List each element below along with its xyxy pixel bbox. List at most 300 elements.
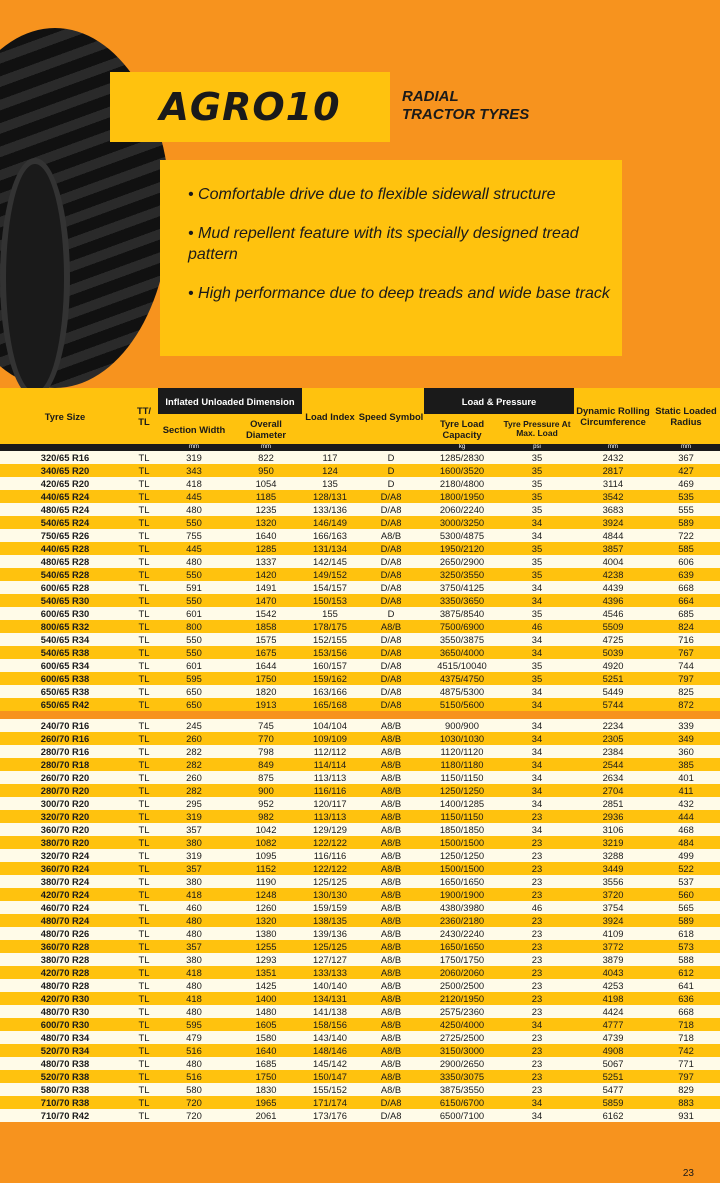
table-row bbox=[0, 901, 720, 914]
cell-overall-diameter: 1965 bbox=[230, 1096, 302, 1109]
cell-speed-symbol: A8/B bbox=[358, 979, 424, 992]
cell-section-width: 480 bbox=[158, 1005, 230, 1018]
cell-load-capacity: 1600/3520 bbox=[424, 464, 500, 477]
cell-tt-tl: TL bbox=[130, 646, 158, 659]
cell-rolling-circumference: 5251 bbox=[574, 1070, 652, 1083]
cell-tyre-pressure: 34 bbox=[500, 594, 574, 607]
cell-load-index: 159/159 bbox=[302, 901, 358, 914]
table-row bbox=[0, 992, 720, 1005]
table-row bbox=[0, 1044, 720, 1057]
cell-tyre-size: 600/65 R34 bbox=[0, 659, 130, 672]
cell-static-radius: 668 bbox=[652, 1005, 720, 1018]
cell-section-width: 282 bbox=[158, 758, 230, 771]
cell-overall-diameter: 1190 bbox=[230, 875, 302, 888]
cell-static-radius: 716 bbox=[652, 633, 720, 646]
cell-static-radius: 468 bbox=[652, 823, 720, 836]
cell-tt-tl: TL bbox=[130, 901, 158, 914]
cell-load-index: 160/157 bbox=[302, 659, 358, 672]
cell-static-radius: 612 bbox=[652, 966, 720, 979]
cell-section-width: 245 bbox=[158, 719, 230, 732]
table-row bbox=[0, 685, 720, 698]
cell-rolling-circumference: 2817 bbox=[574, 464, 652, 477]
cell-tyre-size: 300/70 R20 bbox=[0, 797, 130, 810]
cell-static-radius: 499 bbox=[652, 849, 720, 862]
cell-static-radius: 444 bbox=[652, 810, 720, 823]
cell-overall-diameter: 1054 bbox=[230, 477, 302, 490]
cell-rolling-circumference: 5859 bbox=[574, 1096, 652, 1109]
cell-speed-symbol: A8/B bbox=[358, 888, 424, 901]
cell-static-radius: 573 bbox=[652, 940, 720, 953]
cell-tyre-pressure: 35 bbox=[500, 490, 574, 503]
header-static-radius: Static Loaded Radius bbox=[652, 388, 720, 444]
cell-tyre-pressure: 23 bbox=[500, 914, 574, 927]
table-row bbox=[0, 529, 720, 542]
cell-load-index: 120/117 bbox=[302, 797, 358, 810]
cell-tyre-size: 260/70 R20 bbox=[0, 771, 130, 784]
cell-tyre-pressure: 34 bbox=[500, 771, 574, 784]
cell-overall-diameter: 1320 bbox=[230, 516, 302, 529]
cell-static-radius: 641 bbox=[652, 979, 720, 992]
cell-speed-symbol: A8/B bbox=[358, 927, 424, 940]
cell-rolling-circumference: 3449 bbox=[574, 862, 652, 875]
cell-speed-symbol: A8/B bbox=[358, 823, 424, 836]
table-row bbox=[0, 940, 720, 953]
cell-load-capacity: 3875/3550 bbox=[424, 1083, 500, 1096]
cell-load-capacity: 1650/1650 bbox=[424, 875, 500, 888]
cell-load-index: 163/166 bbox=[302, 685, 358, 698]
cell-overall-diameter: 1750 bbox=[230, 672, 302, 685]
subtitle-line-2: TRACTOR TYRES bbox=[402, 106, 530, 123]
cell-overall-diameter: 1351 bbox=[230, 966, 302, 979]
cell-rolling-circumference: 5744 bbox=[574, 698, 652, 711]
cell-speed-symbol: A8/B bbox=[358, 849, 424, 862]
subtitle-line-1: RADIAL bbox=[402, 88, 459, 105]
cell-speed-symbol: A8/B bbox=[358, 1005, 424, 1018]
cell-tt-tl: TL bbox=[130, 810, 158, 823]
cell-load-index: 165/168 bbox=[302, 698, 358, 711]
cell-load-capacity: 4250/4000 bbox=[424, 1018, 500, 1031]
cell-rolling-circumference: 3924 bbox=[574, 914, 652, 927]
cell-tyre-size: 600/65 R30 bbox=[0, 607, 130, 620]
cell-overall-diameter: 1580 bbox=[230, 1031, 302, 1044]
feature-item: • Comfortable drive due to flexible sidewall structure bbox=[188, 186, 556, 203]
cell-section-width: 480 bbox=[158, 555, 230, 568]
cell-tyre-size: 480/70 R26 bbox=[0, 927, 130, 940]
cell-load-index: 122/122 bbox=[302, 836, 358, 849]
tyre-rim bbox=[0, 158, 70, 398]
cell-overall-diameter: 1042 bbox=[230, 823, 302, 836]
cell-section-width: 480 bbox=[158, 503, 230, 516]
cell-tt-tl: TL bbox=[130, 568, 158, 581]
cell-rolling-circumference: 4777 bbox=[574, 1018, 652, 1031]
cell-tt-tl: TL bbox=[130, 1031, 158, 1044]
cell-speed-symbol: A8/B bbox=[358, 901, 424, 914]
cell-static-radius: 385 bbox=[652, 758, 720, 771]
table-row bbox=[0, 659, 720, 672]
cell-tt-tl: TL bbox=[130, 719, 158, 732]
cell-tyre-pressure: 35 bbox=[500, 607, 574, 620]
cell-rolling-circumference: 3556 bbox=[574, 875, 652, 888]
cell-speed-symbol: A8/B bbox=[358, 797, 424, 810]
cell-overall-diameter: 1082 bbox=[230, 836, 302, 849]
cell-speed-symbol: D/A8 bbox=[358, 542, 424, 555]
cell-static-radius: 484 bbox=[652, 836, 720, 849]
cell-static-radius: 560 bbox=[652, 888, 720, 901]
cell-load-index: 113/113 bbox=[302, 810, 358, 823]
cell-static-radius: 639 bbox=[652, 568, 720, 581]
cell-tyre-size: 240/70 R16 bbox=[0, 719, 130, 732]
cell-tyre-pressure: 23 bbox=[500, 888, 574, 901]
cell-tyre-pressure: 34 bbox=[500, 698, 574, 711]
cell-tt-tl: TL bbox=[130, 823, 158, 836]
cell-tt-tl: TL bbox=[130, 490, 158, 503]
cell-tt-tl: TL bbox=[130, 477, 158, 490]
cell-speed-symbol: D/A8 bbox=[358, 659, 424, 672]
cell-static-radius: 537 bbox=[652, 875, 720, 888]
cell-tt-tl: TL bbox=[130, 888, 158, 901]
cell-load-capacity: 1500/1500 bbox=[424, 836, 500, 849]
cell-load-index: 116/116 bbox=[302, 784, 358, 797]
cell-section-width: 319 bbox=[158, 810, 230, 823]
cell-tyre-pressure: 35 bbox=[500, 659, 574, 672]
cell-tyre-size: 800/65 R32 bbox=[0, 620, 130, 633]
cell-load-capacity: 1800/1950 bbox=[424, 490, 500, 503]
cell-rolling-circumference: 2544 bbox=[574, 758, 652, 771]
cell-load-capacity: 2060/2240 bbox=[424, 503, 500, 516]
cell-tyre-pressure: 23 bbox=[500, 875, 574, 888]
cell-section-width: 343 bbox=[158, 464, 230, 477]
table-row bbox=[0, 1083, 720, 1096]
cell-overall-diameter: 1185 bbox=[230, 490, 302, 503]
cell-load-capacity: 2650/2900 bbox=[424, 555, 500, 568]
table-row bbox=[0, 477, 720, 490]
cell-tyre-pressure: 35 bbox=[500, 568, 574, 581]
cell-load-capacity: 5300/4875 bbox=[424, 529, 500, 542]
cell-tyre-pressure: 23 bbox=[500, 849, 574, 862]
cell-load-index: 173/176 bbox=[302, 1109, 358, 1122]
table-row bbox=[0, 758, 720, 771]
cell-speed-symbol: D/A8 bbox=[358, 685, 424, 698]
cell-static-radius: 744 bbox=[652, 659, 720, 672]
cell-speed-symbol: A8/B bbox=[358, 620, 424, 633]
table-row bbox=[0, 464, 720, 477]
cell-tyre-size: 480/70 R30 bbox=[0, 1005, 130, 1018]
cell-rolling-circumference: 5067 bbox=[574, 1057, 652, 1070]
cell-section-width: 591 bbox=[158, 581, 230, 594]
cell-tyre-size: 520/70 R34 bbox=[0, 1044, 130, 1057]
cell-static-radius: 589 bbox=[652, 914, 720, 927]
cell-overall-diameter: 1400 bbox=[230, 992, 302, 1005]
cell-tt-tl: TL bbox=[130, 979, 158, 992]
cell-tyre-size: 600/65 R28 bbox=[0, 581, 130, 594]
cell-rolling-circumference: 5509 bbox=[574, 620, 652, 633]
cell-static-radius: 401 bbox=[652, 771, 720, 784]
cell-tyre-size: 520/70 R38 bbox=[0, 1070, 130, 1083]
cell-speed-symbol: A8/B bbox=[358, 784, 424, 797]
cell-load-index: 130/130 bbox=[302, 888, 358, 901]
logo-band bbox=[110, 72, 390, 142]
cell-section-width: 295 bbox=[158, 797, 230, 810]
header-speed-symbol: Speed Symbol bbox=[358, 388, 424, 444]
cell-load-index: 127/127 bbox=[302, 953, 358, 966]
cell-tyre-pressure: 23 bbox=[500, 1070, 574, 1083]
cell-speed-symbol: A8/B bbox=[358, 1031, 424, 1044]
cell-rolling-circumference: 5477 bbox=[574, 1083, 652, 1096]
cell-rolling-circumference: 4253 bbox=[574, 979, 652, 992]
cell-tt-tl: TL bbox=[130, 1005, 158, 1018]
cell-tyre-pressure: 23 bbox=[500, 1044, 574, 1057]
cell-load-capacity: 3250/3550 bbox=[424, 568, 500, 581]
cell-tyre-pressure: 23 bbox=[500, 862, 574, 875]
cell-load-index: 129/129 bbox=[302, 823, 358, 836]
cell-tt-tl: TL bbox=[130, 516, 158, 529]
cell-speed-symbol: D/A8 bbox=[358, 594, 424, 607]
cell-tyre-pressure: 34 bbox=[500, 1109, 574, 1122]
cell-load-index: 128/131 bbox=[302, 490, 358, 503]
cell-tt-tl: TL bbox=[130, 1109, 158, 1122]
cell-tyre-size: 380/70 R24 bbox=[0, 875, 130, 888]
cell-load-capacity: 2060/2060 bbox=[424, 966, 500, 979]
cell-speed-symbol: D/A8 bbox=[358, 503, 424, 516]
cell-tyre-size: 360/70 R28 bbox=[0, 940, 130, 953]
cell-tt-tl: TL bbox=[130, 745, 158, 758]
cell-rolling-circumference: 4004 bbox=[574, 555, 652, 568]
unit-overall-diameter: mm bbox=[230, 444, 302, 451]
cell-speed-symbol: A8/B bbox=[358, 1057, 424, 1070]
cell-section-width: 595 bbox=[158, 1018, 230, 1031]
cell-rolling-circumference: 5039 bbox=[574, 646, 652, 659]
cell-load-capacity: 1150/1150 bbox=[424, 771, 500, 784]
cell-load-index: 142/145 bbox=[302, 555, 358, 568]
product-subtitle bbox=[402, 88, 529, 124]
cell-tt-tl: TL bbox=[130, 1070, 158, 1083]
cell-tyre-size: 540/65 R34 bbox=[0, 633, 130, 646]
cell-static-radius: 636 bbox=[652, 992, 720, 1005]
cell-rolling-circumference: 3683 bbox=[574, 503, 652, 516]
cell-tyre-pressure: 23 bbox=[500, 992, 574, 1005]
cell-tyre-pressure: 23 bbox=[500, 953, 574, 966]
cell-tyre-size: 420/70 R24 bbox=[0, 888, 130, 901]
cell-rolling-circumference: 2432 bbox=[574, 451, 652, 464]
cell-rolling-circumference: 2234 bbox=[574, 719, 652, 732]
cell-section-width: 516 bbox=[158, 1070, 230, 1083]
cell-load-index: 122/122 bbox=[302, 862, 358, 875]
cell-tt-tl: TL bbox=[130, 607, 158, 620]
unit-empty bbox=[0, 444, 130, 451]
table-row bbox=[0, 607, 720, 620]
cell-section-width: 550 bbox=[158, 568, 230, 581]
table-row bbox=[0, 810, 720, 823]
cell-tyre-pressure: 23 bbox=[500, 1005, 574, 1018]
cell-tt-tl: TL bbox=[130, 698, 158, 711]
cell-load-capacity: 4875/5300 bbox=[424, 685, 500, 698]
cell-overall-diameter: 1320 bbox=[230, 914, 302, 927]
cell-tyre-size: 750/65 R26 bbox=[0, 529, 130, 542]
cell-load-index: 158/156 bbox=[302, 1018, 358, 1031]
cell-rolling-circumference: 2305 bbox=[574, 732, 652, 745]
cell-section-width: 380 bbox=[158, 836, 230, 849]
cell-load-index: 171/174 bbox=[302, 1096, 358, 1109]
cell-load-capacity: 3750/4125 bbox=[424, 581, 500, 594]
cell-static-radius: 824 bbox=[652, 620, 720, 633]
header-tyre-pressure: Tyre Pressure At Max. Load bbox=[500, 414, 574, 444]
table-row bbox=[0, 542, 720, 555]
cell-static-radius: 565 bbox=[652, 901, 720, 914]
header-overall-diameter: Overall Diameter bbox=[230, 414, 302, 444]
cell-tt-tl: TL bbox=[130, 797, 158, 810]
cell-section-width: 479 bbox=[158, 1031, 230, 1044]
cell-load-capacity: 1750/1750 bbox=[424, 953, 500, 966]
cell-overall-diameter: 1260 bbox=[230, 901, 302, 914]
cell-tt-tl: TL bbox=[130, 620, 158, 633]
cell-load-index: 150/147 bbox=[302, 1070, 358, 1083]
cell-tyre-size: 360/70 R24 bbox=[0, 862, 130, 875]
cell-tyre-size: 420/65 R20 bbox=[0, 477, 130, 490]
cell-speed-symbol: A8/B bbox=[358, 1018, 424, 1031]
cell-load-capacity: 1850/1850 bbox=[424, 823, 500, 836]
cell-tt-tl: TL bbox=[130, 927, 158, 940]
cell-tyre-pressure: 34 bbox=[500, 1096, 574, 1109]
header-tt-tl: TT/ TL bbox=[130, 388, 158, 444]
cell-rolling-circumference: 2384 bbox=[574, 745, 652, 758]
cell-tt-tl: TL bbox=[130, 940, 158, 953]
cell-load-index: 124 bbox=[302, 464, 358, 477]
cell-static-radius: 411 bbox=[652, 784, 720, 797]
cell-rolling-circumference: 4739 bbox=[574, 1031, 652, 1044]
cell-section-width: 282 bbox=[158, 745, 230, 758]
cell-tyre-size: 540/65 R28 bbox=[0, 568, 130, 581]
cell-section-width: 319 bbox=[158, 849, 230, 862]
cell-tyre-pressure: 35 bbox=[500, 672, 574, 685]
brand-logo: AGRO10 bbox=[159, 85, 341, 129]
cell-speed-symbol: D bbox=[358, 607, 424, 620]
cell-load-capacity: 3350/3075 bbox=[424, 1070, 500, 1083]
cell-tt-tl: TL bbox=[130, 594, 158, 607]
cell-section-width: 720 bbox=[158, 1096, 230, 1109]
cell-tyre-size: 260/70 R16 bbox=[0, 732, 130, 745]
cell-tyre-size: 320/70 R20 bbox=[0, 810, 130, 823]
cell-tyre-size: 480/70 R24 bbox=[0, 914, 130, 927]
cell-load-capacity: 1150/1150 bbox=[424, 810, 500, 823]
table-row bbox=[0, 594, 720, 607]
cell-load-capacity: 2430/2240 bbox=[424, 927, 500, 940]
cell-tyre-size: 650/65 R38 bbox=[0, 685, 130, 698]
cell-tt-tl: TL bbox=[130, 451, 158, 464]
cell-overall-diameter: 1644 bbox=[230, 659, 302, 672]
cell-load-index: 139/136 bbox=[302, 927, 358, 940]
cell-tyre-pressure: 23 bbox=[500, 810, 574, 823]
cell-tyre-size: 480/65 R28 bbox=[0, 555, 130, 568]
table-row bbox=[0, 620, 720, 633]
cell-load-capacity: 2900/2650 bbox=[424, 1057, 500, 1070]
cell-load-index: 113/113 bbox=[302, 771, 358, 784]
table-row bbox=[0, 979, 720, 992]
header-dynamic-rolling: Dynamic Rolling Circumference bbox=[574, 388, 652, 444]
cell-static-radius: 829 bbox=[652, 1083, 720, 1096]
cell-overall-diameter: 1420 bbox=[230, 568, 302, 581]
cell-static-radius: 522 bbox=[652, 862, 720, 875]
cell-load-index: 135 bbox=[302, 477, 358, 490]
cell-rolling-circumference: 4844 bbox=[574, 529, 652, 542]
table-row bbox=[0, 719, 720, 732]
cell-tyre-size: 540/65 R24 bbox=[0, 516, 130, 529]
cell-load-capacity: 4375/4750 bbox=[424, 672, 500, 685]
cell-tyre-size: 420/70 R28 bbox=[0, 966, 130, 979]
cell-section-width: 260 bbox=[158, 732, 230, 745]
cell-load-index: 109/109 bbox=[302, 732, 358, 745]
table-row bbox=[0, 633, 720, 646]
cell-overall-diameter: 1675 bbox=[230, 646, 302, 659]
cell-speed-symbol: A8/B bbox=[358, 1070, 424, 1083]
cell-tyre-size: 580/70 R38 bbox=[0, 1083, 130, 1096]
cell-overall-diameter: 875 bbox=[230, 771, 302, 784]
table-row bbox=[0, 1109, 720, 1122]
cell-load-index: 153/156 bbox=[302, 646, 358, 659]
cell-overall-diameter: 1830 bbox=[230, 1083, 302, 1096]
cell-static-radius: 742 bbox=[652, 1044, 720, 1057]
cell-rolling-circumference: 3754 bbox=[574, 901, 652, 914]
cell-static-radius: 797 bbox=[652, 1070, 720, 1083]
cell-tyre-size: 440/65 R24 bbox=[0, 490, 130, 503]
cell-tt-tl: TL bbox=[130, 862, 158, 875]
cell-section-width: 480 bbox=[158, 914, 230, 927]
unit-empty bbox=[358, 444, 424, 451]
header-inflated-dimension: Inflated Unloaded Dimension bbox=[158, 388, 302, 414]
table-row bbox=[0, 966, 720, 979]
cell-tt-tl: TL bbox=[130, 659, 158, 672]
cell-section-width: 445 bbox=[158, 490, 230, 503]
cell-rolling-circumference: 4908 bbox=[574, 1044, 652, 1057]
cell-rolling-circumference: 4198 bbox=[574, 992, 652, 1005]
cell-speed-symbol: A8/B bbox=[358, 953, 424, 966]
unit-pressure: psi bbox=[500, 444, 574, 451]
cell-tt-tl: TL bbox=[130, 581, 158, 594]
cell-load-capacity: 2500/2500 bbox=[424, 979, 500, 992]
cell-static-radius: 722 bbox=[652, 529, 720, 542]
cell-tyre-pressure: 35 bbox=[500, 503, 574, 516]
cell-load-capacity: 7500/6900 bbox=[424, 620, 500, 633]
spec-table-body bbox=[0, 451, 720, 1122]
cell-overall-diameter: 1095 bbox=[230, 849, 302, 862]
unit-section-width: mm bbox=[158, 444, 230, 451]
cell-rolling-circumference: 2936 bbox=[574, 810, 652, 823]
cell-section-width: 418 bbox=[158, 992, 230, 1005]
cell-speed-symbol: D/A8 bbox=[358, 555, 424, 568]
cell-overall-diameter: 1425 bbox=[230, 979, 302, 992]
cell-overall-diameter: 950 bbox=[230, 464, 302, 477]
cell-tyre-pressure: 35 bbox=[500, 464, 574, 477]
cell-speed-symbol: A8/B bbox=[358, 836, 424, 849]
cell-static-radius: 349 bbox=[652, 732, 720, 745]
cell-tyre-pressure: 34 bbox=[500, 797, 574, 810]
cell-load-capacity: 1650/1650 bbox=[424, 940, 500, 953]
cell-speed-symbol: D bbox=[358, 477, 424, 490]
cell-tyre-pressure: 46 bbox=[500, 901, 574, 914]
cell-tt-tl: TL bbox=[130, 529, 158, 542]
cell-rolling-circumference: 3924 bbox=[574, 516, 652, 529]
cell-load-capacity: 1120/1120 bbox=[424, 745, 500, 758]
cell-load-index: 133/133 bbox=[302, 966, 358, 979]
table-row bbox=[0, 555, 720, 568]
table-row bbox=[0, 490, 720, 503]
cell-speed-symbol: D/A8 bbox=[358, 1109, 424, 1122]
cell-tyre-pressure: 34 bbox=[500, 745, 574, 758]
cell-speed-symbol: D bbox=[358, 464, 424, 477]
cell-overall-diameter: 1685 bbox=[230, 1057, 302, 1070]
cell-tyre-size: 360/70 R20 bbox=[0, 823, 130, 836]
cell-rolling-circumference: 4043 bbox=[574, 966, 652, 979]
cell-speed-symbol: D/A8 bbox=[358, 516, 424, 529]
